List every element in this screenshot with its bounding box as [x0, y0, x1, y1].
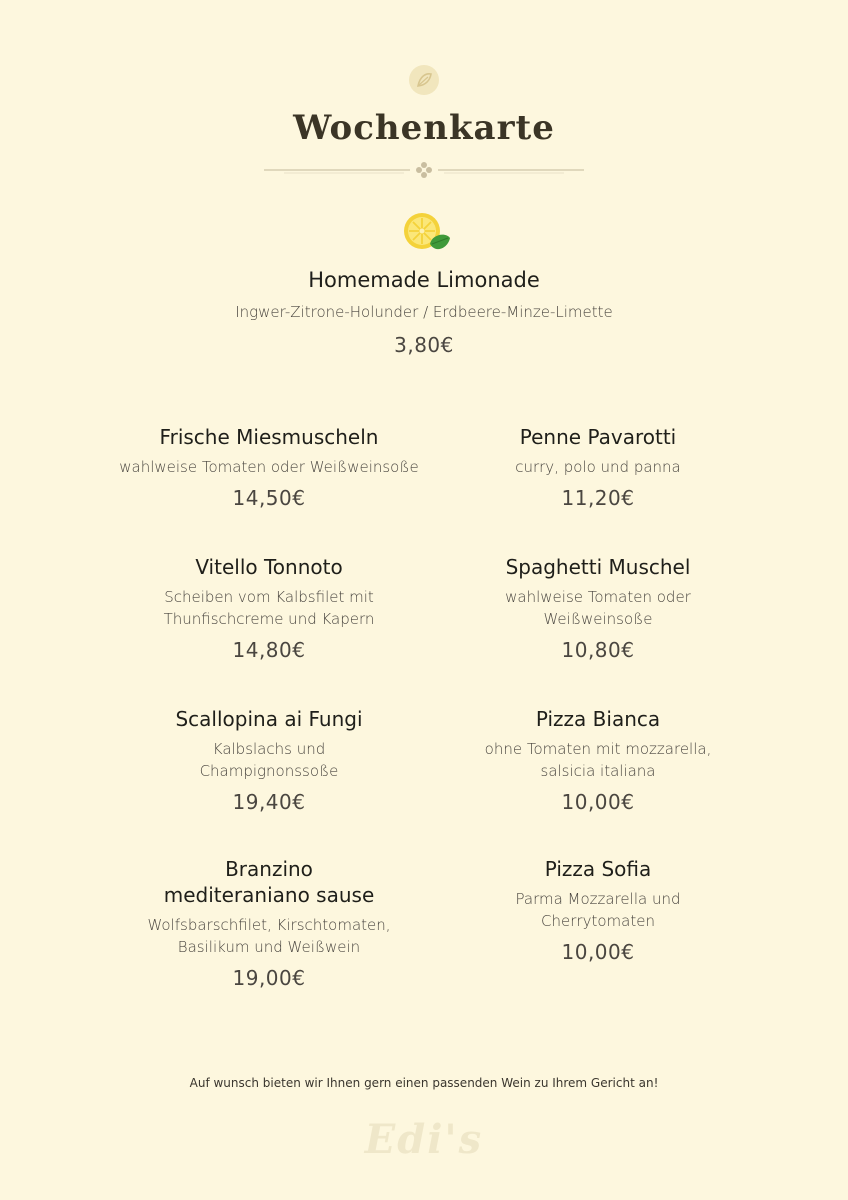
- dish-name: Pizza Sofia: [544, 857, 652, 881]
- dish-price: 19,00€: [232, 966, 306, 990]
- dish-description: Parma Mozzarella und Cherrytomaten: [515, 890, 681, 930]
- menu-item: [84, 424, 454, 510]
- ornament-divider-icon: [264, 160, 584, 180]
- dish-price: 10,80€: [561, 638, 635, 662]
- lemon-slice-icon: [402, 210, 452, 258]
- menu-item: [468, 554, 728, 662]
- page-title: Wochenkarte: [293, 108, 555, 148]
- dish-price: 14,50€: [232, 486, 306, 510]
- dish-price: 10,00€: [561, 790, 635, 814]
- menu-item: [134, 856, 404, 990]
- menu-item: [468, 424, 728, 510]
- dish-description: Wolfsbarschfilet, Kirschtomaten, Basilikum und Weißwein: [147, 916, 391, 956]
- dish-description: curry, polo und panna: [515, 458, 681, 476]
- dish-name: Pizza Bianca: [535, 707, 661, 731]
- special-name: Homemade Limonade: [308, 268, 540, 292]
- dish-name: Scallopina ai Fungi: [175, 707, 363, 731]
- dish-name: Frische Miesmuscheln: [159, 425, 379, 449]
- menu-item: [134, 554, 404, 662]
- dish-price: 19,40€: [232, 790, 306, 814]
- dish-description: ohne Tomaten mit mozzarella, salsicia italiana: [484, 740, 712, 780]
- menu-item: [164, 706, 374, 814]
- dish-name: Vitello Tonnoto: [195, 555, 343, 579]
- dish-name: Branzino mediteraniano sause: [163, 857, 375, 907]
- dish-price: 11,20€: [561, 486, 635, 510]
- menu-item: [488, 856, 708, 964]
- leaf-emblem-icon: [408, 64, 440, 96]
- dish-price: 10,00€: [561, 940, 635, 964]
- special-price: 3,80€: [394, 333, 454, 357]
- dish-description: Kalbslachs und Champignonssoße: [199, 740, 339, 780]
- dish-name: Penne Pavarotti: [519, 425, 677, 449]
- dish-description: wahlweise Tomaten oder Weißweinsoße: [119, 458, 419, 476]
- dish-description: Scheiben vom Kalbsfilet mit Thunfischcreme und Kapern: [163, 588, 375, 628]
- brand-logo: Edi's: [364, 1116, 484, 1163]
- dish-description: wahlweise Tomaten oder Weißweinsoße: [505, 588, 691, 628]
- menu-item: [478, 706, 718, 814]
- dish-price: 14,80€: [232, 638, 306, 662]
- dish-name: Spaghetti Muschel: [505, 555, 691, 579]
- special-drink: [174, 267, 674, 357]
- special-description: Ingwer-Zitrone-Holunder / Erdbeere-Minze-Limette: [235, 303, 613, 321]
- wine-recommendation-note: Auf wunsch bieten wir Ihnen gern einen passenden Wein zu Ihrem Gericht an!: [189, 1076, 659, 1090]
